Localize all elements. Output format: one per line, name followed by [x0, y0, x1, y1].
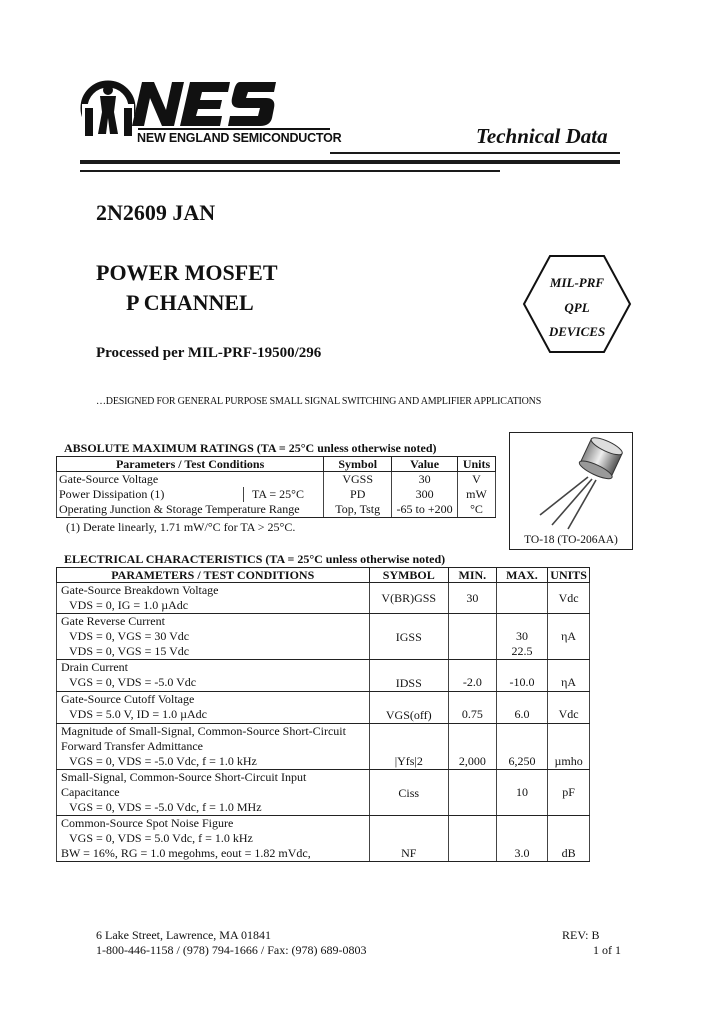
title-line-1: POWER MOSFET	[96, 260, 278, 285]
test-condition: VDS = 0, IG = 1.0 µAdc	[69, 598, 189, 612]
footer-phone: 1-800-446-1158 / (978) 794-1666 / Fax: (978) 689-0803	[96, 943, 367, 957]
symbol: IDSS	[369, 660, 449, 692]
table-row	[57, 816, 590, 862]
symbol: |Yfs|2	[369, 724, 449, 770]
units: µmho	[548, 724, 590, 770]
test-condition: VDS = 5.0 V, ID = 1.0 µAdc	[69, 707, 208, 721]
footer-address: 6 Lake Street, Lawrence, MA 01841	[96, 928, 271, 942]
min	[449, 816, 497, 862]
param-name: Small-Signal, Common-Source Short-Circuit Input Capacitance	[61, 770, 307, 799]
col-params: PARAMETERS / TEST CONDITIONS	[57, 568, 370, 583]
derating-note: (1) Derate linearly, 1.71 mW/°C for TA > 25°C.	[66, 520, 296, 534]
col-symbol: SYMBOL	[369, 568, 449, 583]
elec-heading: ELECTRICAL CHARACTERISTICS (TA = 25°C unless otherwise noted)	[64, 552, 446, 566]
min: 2,000	[449, 724, 497, 770]
company-name: NEW ENGLAND SEMICONDUCTOR	[137, 131, 342, 145]
min: -2.0	[449, 660, 497, 692]
footer-page-number: 1 of 1	[593, 943, 621, 957]
units: °C	[458, 502, 496, 518]
test-condition: VGS = 0, VDS = -5.0 Vdc	[69, 675, 197, 689]
table-row	[57, 692, 590, 724]
param-name-cont: Forward Transfer Admittance	[61, 739, 203, 753]
max: 30	[515, 629, 528, 643]
param: Gate-Source Voltage	[59, 472, 159, 486]
units: ηA	[548, 614, 590, 660]
col-min: MIN.	[449, 568, 497, 583]
part-number: 2N2609 JAN	[96, 200, 216, 225]
units: Vdc	[548, 692, 590, 724]
test-condition: BW = 16%, RG = 1.0 megohms, eout = 1.82 mVdc,	[61, 846, 311, 860]
header-rule-1	[330, 152, 620, 154]
max: 6.0	[496, 692, 548, 724]
table-row	[57, 502, 496, 518]
table-row	[57, 660, 590, 692]
test-condition: VGS = 0, VDS = 5.0 Vdc, f = 1.0 kHz	[69, 831, 253, 845]
symbol: PD	[324, 487, 392, 502]
symbol: IGSS	[369, 614, 449, 660]
col-max: MAX.	[496, 568, 548, 583]
test-condition: VDS = 0, VGS = 30 Vdc	[69, 629, 190, 643]
header-rule-2	[80, 160, 620, 164]
symbol: VGSS	[324, 472, 392, 488]
max: 3.0	[496, 816, 548, 862]
max: -10.0	[496, 660, 548, 692]
min	[449, 770, 497, 816]
col-units: Units	[458, 457, 496, 472]
param-name: Gate Reverse Current	[61, 614, 165, 628]
table-row	[57, 614, 590, 660]
title-line-2: P CHANNEL	[126, 290, 254, 315]
package-box	[509, 432, 633, 550]
max-2: 22.5	[511, 644, 533, 658]
application-note: …DESIGNED FOR GENERAL PURPOSE SMALL SIGNAL SWITCHING AND AMPLIFIER APPLICATIONS	[96, 396, 542, 407]
symbol: Ciss	[369, 770, 449, 816]
test-condition: VDS = 0, VGS = 15 Vdc	[69, 644, 190, 658]
min: 0.75	[449, 692, 497, 724]
footer-revision: REV: B	[562, 928, 600, 942]
col-symbol: Symbol	[324, 457, 392, 472]
max: 10	[496, 770, 548, 816]
param-name: Magnitude of Small-Signal, Common-Source Short-Circuit	[61, 724, 346, 738]
test-condition: VGS = 0, VDS = -5.0 Vdc, f = 1.0 MHz	[69, 800, 262, 814]
units: V	[458, 472, 496, 488]
table-row	[57, 583, 590, 614]
table-header-row	[57, 457, 496, 472]
header-rule-3	[80, 170, 500, 172]
param: Operating Junction & Storage Temperature Range	[59, 502, 300, 516]
processed-spec: Processed per MIL-PRF-19500/296	[96, 345, 322, 361]
document-type: Technical Data	[476, 124, 608, 148]
min	[449, 614, 497, 660]
table-row	[57, 487, 496, 502]
table-row	[57, 770, 590, 816]
param-name: Gate-Source Breakdown Voltage	[61, 583, 219, 597]
units: ηA	[548, 660, 590, 692]
col-params: Parameters / Test Conditions	[57, 457, 324, 472]
symbol: V(BR)GSS	[369, 583, 449, 614]
to18-package-drawing	[510, 433, 632, 533]
max	[496, 583, 548, 614]
symbol: Top, Tstg	[324, 502, 392, 518]
units: pF	[548, 770, 590, 816]
symbol: NF	[369, 816, 449, 862]
table-header-row	[57, 568, 590, 583]
test-condition: VGS = 0, VDS = -5.0 Vdc, f = 1.0 kHz	[69, 754, 257, 768]
abs-max-heading: ABSOLUTE MAXIMUM RATINGS (TA = 25°C unless otherwise noted)	[64, 441, 437, 455]
units: Vdc	[548, 583, 590, 614]
value: 300	[392, 487, 458, 502]
badge-line-1: MIL-PRF	[549, 275, 605, 290]
units: dB	[548, 816, 590, 862]
electrical-table	[56, 567, 590, 862]
col-units: UNITS	[548, 568, 590, 583]
min: 30	[449, 583, 497, 614]
col-value: Value	[392, 457, 458, 472]
param: Power Dissipation (1)	[59, 487, 165, 501]
badge-line-2: QPL	[564, 300, 590, 315]
abs-max-table	[56, 456, 496, 518]
param-name: Drain Current	[61, 660, 128, 674]
table-row	[57, 724, 590, 770]
symbol: VGS(off)	[369, 692, 449, 724]
condition: TA = 25°C	[243, 487, 304, 502]
package-label: TO-18 (TO-206AA)	[524, 534, 618, 546]
value: -65 to +200	[392, 502, 458, 518]
table-row	[57, 472, 496, 488]
max: 6,250	[496, 724, 548, 770]
param-name: Common-Source Spot Noise Figure	[61, 816, 234, 830]
value: 30	[392, 472, 458, 488]
units: mW	[458, 487, 496, 502]
param-name: Gate-Source Cutoff Voltage	[61, 692, 195, 706]
badge-line-3: DEVICES	[548, 324, 606, 339]
